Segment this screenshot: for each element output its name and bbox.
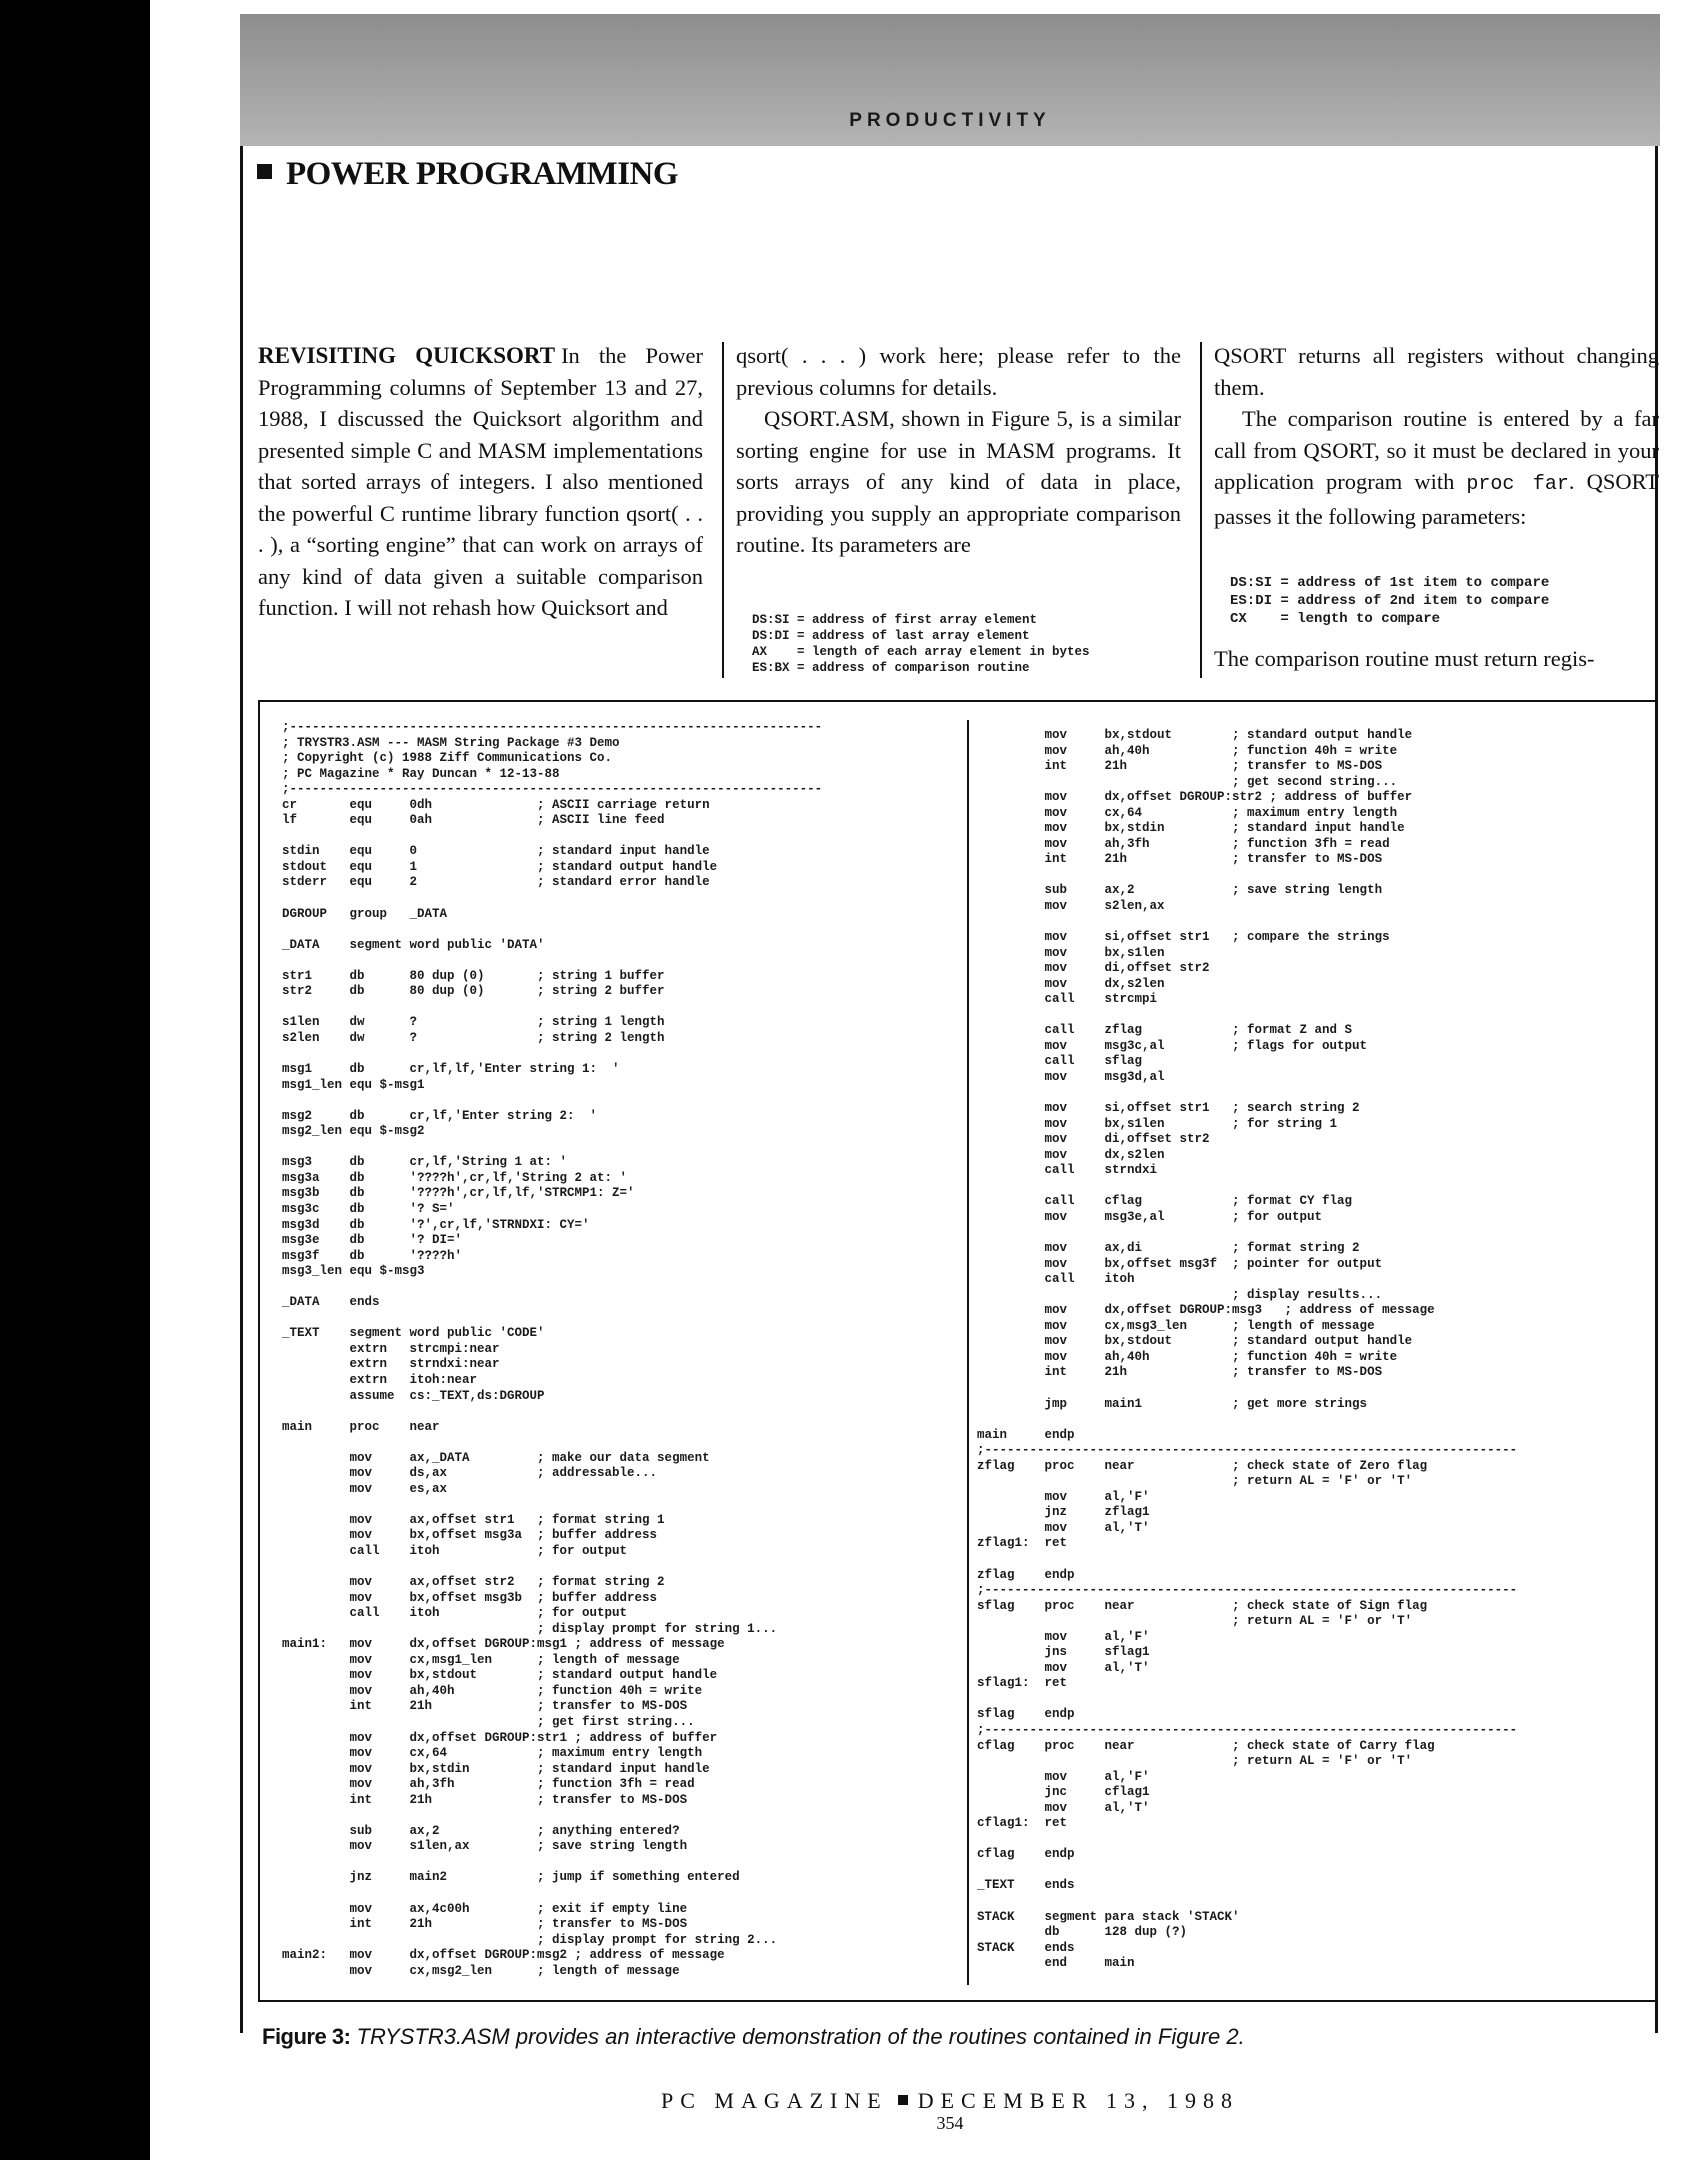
article-column-3: [1214, 340, 1659, 532]
article-col1-text: In the Power Programming columns of September 13 and 27, 1988, I discussed the Quicksort algorithm and presented simple C and MASM implementations that sorted arrays of integers. I also mentioned the powerful C runtime library function qsort( . . . ), a “sorting engine” that can work on arrays of any kind of data given a suitable comparison function. I will not rehash how Quicksort and: [258, 343, 703, 620]
separator-square-icon: [898, 2095, 908, 2105]
figure-caption: [262, 2024, 1245, 2050]
article-col2-p2: QSORT.ASM, shown in Figure 5, is a similar sorting engine for use in MASM programs. It sorts arrays of any kind of data in place, providing you supply an appropriate comparison routine. Its parameters are: [736, 406, 1181, 557]
page-footer: [240, 2088, 1660, 2114]
inline-code: proc far: [1466, 473, 1569, 496]
article-column-3-continued: [1214, 643, 1659, 675]
page-number: 354: [936, 2113, 964, 2133]
article-col3-p2a: The comparison routine is entered by a far call from QSORT, so it must be declared in your application program with: [1214, 406, 1659, 494]
listing-divider: [967, 720, 969, 1985]
column-rule: [1200, 342, 1202, 678]
top-rule: [0, 14, 148, 18]
code-listing-left: ;----------------------------------------------------------------------- ; TRYSTR3.ASM --- MASM String Package #3 Demo ; Copyright (c) 1988 Ziff Communications Co. ; PC Magazine * Ray Duncan * 12-13-88 ;----------------------------------------------------------------------- cr equ 0dh ; ASCII carriage return lf equ 0ah ; ASCII line feed stdin equ 0 ; standard input handle stdout equ 1 ; standard output handle stderr equ 2 ; standard error handle DGROUP group _DATA _DATA segment word public 'DATA' str1 db 80 dup (0) ; string 1 buffer str2 db 80 dup (0) ; string 2 buffer s1len dw ? ; string 1 length s2len dw ? ; string 2 length msg1 db cr,lf,lf,'Enter string 1: ' msg1_len equ $-msg1 msg2 db cr,lf,'Enter string 2: ' msg2_len equ $-msg2 msg3 db cr,lf,'String 1 at: ' msg3a db '????h',cr,lf,'String 2 at: ' msg3b db '????h',cr,lf,lf,'STRCMP1: Z=' msg3c db '? S=' msg3d db '?',cr,lf,'STRNDXI: CY=' msg3e db '? DI=' msg3f db '????h' msg3_len equ $-msg3 _DATA ends _TEXT segment word public 'CODE' extrn strcmpi:near extrn strndxi:near extrn itoh:near assume cs:_TEXT,ds:DGROUP main proc near mov ax,_DATA ; make our data segment mov ds,ax ; addressable... mov es,ax mov ax,offset str1 ; format string 1 mov bx,offset msg3a ; buffer address call itoh ; for output mov ax,offset str2 ; format string 2 mov bx,offset msg3b ; buffer address call itoh ; for output ; display prompt for string 1... main1: mov dx,offset DGROUP:msg1 ; address of message mov cx,msg1_len ; length of message mov bx,stdout ; standard output handle mov ah,40h ; function 40h = write int 21h ; transfer to MS-DOS ; get first string... mov dx,offset DGROUP:str1 ; address of buffer mov cx,64 ; maximum entry length mov bx,stdin ; standard input handle mov ah,3fh ; function 3fh = read int 21h ; transfer to MS-DOS sub ax,2 ; anything entered? mov s1len,ax ; save string length jnz main2 ; jump if something entered mov ax,4c00h ; exit if empty line int 21h ; transfer to MS-DOS ; display prompt for string 2... main2: mov dx,offset DGROUP:msg2 ; address of message mov cx,msg2_len ; length of message: [282, 720, 823, 1978]
magazine-name: PC MAGAZINE: [660, 2088, 888, 2113]
issue-date: DECEMBER 13, 1988: [917, 2088, 1240, 2113]
article-column-2: [736, 340, 1181, 561]
article-col2-p1: qsort( . . . ) work here; please refer to the previous columns for details.: [736, 343, 1181, 400]
section-label: PRODUCTIVITY: [849, 110, 1051, 131]
article-column-1: [258, 340, 703, 624]
figure-label: Figure 3:: [262, 2024, 351, 2049]
qsort-parameters: DS:SI = address of first array element DS:DI = address of last array element AX = length of each array element in bytes ES:BX = address of comparison routine: [752, 613, 1090, 675]
article-col3-p2b: . QSORT passes it the following parameters:: [1214, 469, 1659, 529]
article-paragraph: [258, 340, 703, 624]
article-col3-p1: QSORT returns all registers without changing them.: [1214, 343, 1659, 400]
page-edge-shadow: [0, 0, 150, 2160]
column-rule: [722, 342, 724, 678]
compare-parameters: DS:SI = address of 1st item to compare ES:DI = address of 2nd item to compare CX = length to compare: [1230, 575, 1550, 627]
article-col3-p2: [1214, 403, 1659, 532]
code-listing-right: mov bx,stdout ; standard output handle mov ah,40h ; function 40h = write int 21h ; transfer to MS-DOS ; get second string... mov dx,offset DGROUP:str2 ; address of buffer mov cx,64 ; maximum entry length mov bx,stdin ; standard input handle mov ah,3fh ; function 3fh = read int 21h ; transfer to MS-DOS sub ax,2 ; save string length mov s2len,ax mov si,offset str1 ; compare the strings mov bx,s1len mov di,offset str2 mov dx,s2len call strcmpi call zflag ; format Z and S mov msg3c,al ; flags for output call sflag mov msg3d,al mov si,offset str1 ; search string 2 mov bx,s1len ; for string 1 mov di,offset str2 mov dx,s2len call strndxi call cflag ; format CY flag mov msg3e,al ; for output mov ax,di ; format string 2 mov bx,offset msg3f ; pointer for output call itoh ; display results... mov dx,offset DGROUP:msg3 ; address of message mov cx,msg3_len ; length of message mov bx,stdout ; standard output handle mov ah,40h ; function 40h = write int 21h ; transfer to MS-DOS jmp main1 ; get more strings main endp ;----------------------------------------------------------------------- zflag proc near ; check state of Zero flag ; return AL = 'F' or 'T' mov al,'F' jnz zflag1 mov al,'T' zflag1: ret zflag endp ;----------------------------------------------------------------------- sflag proc near ; check state of Sign flag ; return AL = 'F' or 'T' mov al,'F' jns sflag1 mov al,'T' sflag1: ret sflag endp ;----------------------------------------------------------------------- cflag proc near ; check state of Carry flag ; return AL = 'F' or 'T' mov al,'F' jnc cflag1 mov al,'T' cflag1: ret cflag endp _TEXT ends STACK segment para stack 'STACK' db 128 dup (?) STACK ends end main: [977, 728, 1518, 1971]
article-col3-p3: The comparison routine must return regis-: [1214, 646, 1595, 671]
bullet-square-icon: [257, 164, 272, 179]
column-title: [257, 156, 678, 193]
figure-caption-text: TRYSTR3.ASM provides an interactive demonstration of the routines contained in Figure 2.: [356, 2024, 1245, 2049]
column-title-text: POWER PROGRAMMING: [286, 156, 679, 192]
article-lead: REVISITING QUICKSORT: [258, 343, 556, 368]
